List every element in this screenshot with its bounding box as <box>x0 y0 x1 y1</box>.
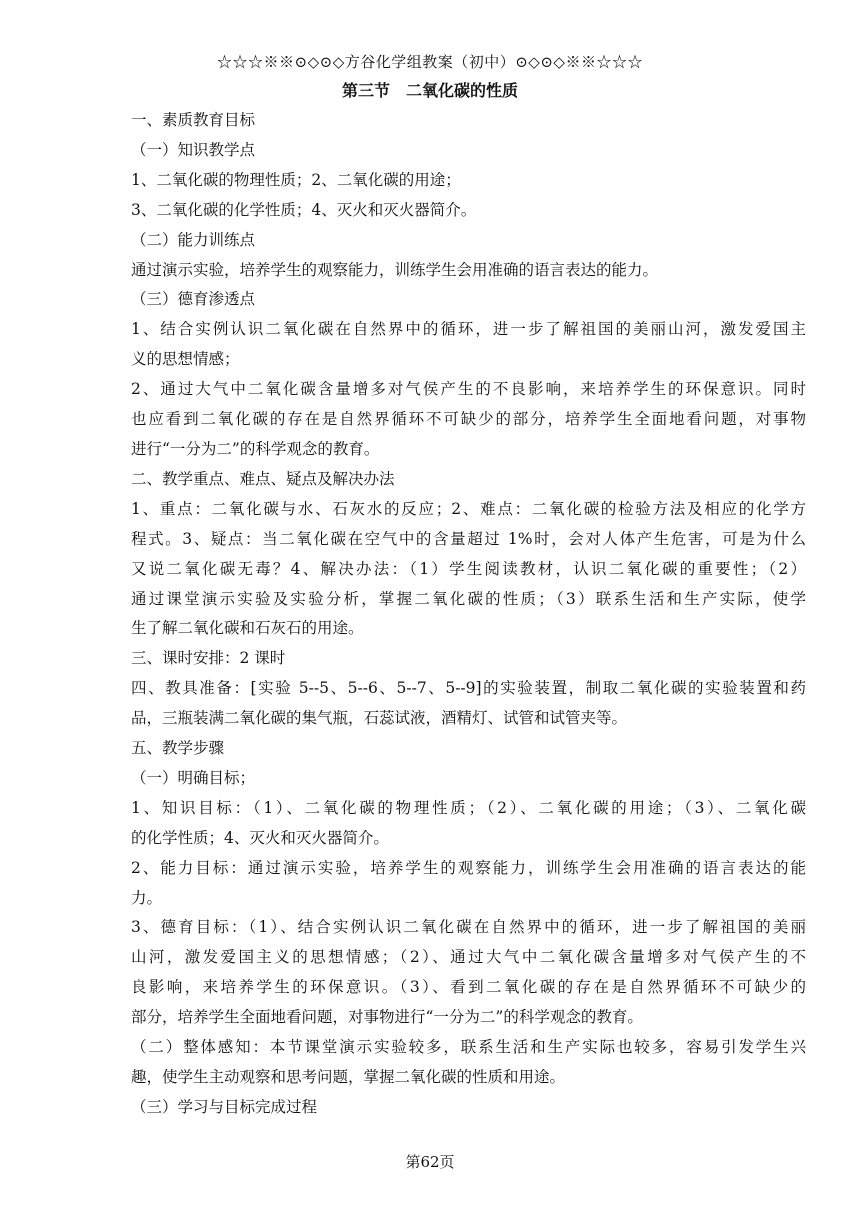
text-line: 又说二氧化碳无毒？4、解决办法：（1）学生阅读教材，认识二氧化碳的重要性；（2） <box>131 559 806 578</box>
text-line: 四、教具准备：[实验 5--5、5--6、5--7、5--9]的实验装置，制取二氧化碳的实验装置和药 <box>131 679 806 698</box>
text-line: 进行“一分为二”的科学观念的教育。 <box>131 439 380 458</box>
text-line: 生了解二氧化碳和石灰石的用途。 <box>131 619 364 638</box>
text-line: 三、课时安排：2 课时 <box>131 649 286 668</box>
section-title: 第三节 二氧化碳的性质 <box>341 81 518 100</box>
text-line: 义的思想情感； <box>131 350 240 369</box>
text-line: 2、能力目标：通过演示实验，培养学生的观察能力，训练学生会用准确的语言表达的能 <box>131 858 806 877</box>
text-line: （二）整体感知：本节课堂演示实验较多，联系生活和生产实际也较多，容易引发学生兴 <box>131 1038 806 1057</box>
text-line: 3、德育目标：（1）、结合实例认识二氧化碳在自然界中的循环，进一步了解祖国的美丽 <box>131 918 806 937</box>
text-line: （一）知识教学点 <box>131 140 256 159</box>
text-line: 五、教学步骤 <box>131 739 225 758</box>
text-line: 2、通过大气中二氧化碳含量增多对气侯产生的不良影响，来培养学生的环保意识。同时 <box>131 380 806 399</box>
text-line: 程式。3、疑点：当二氧化碳在空气中的含量超过 1%时，会对人体产生危害，可是为什么 <box>131 529 806 548</box>
text-line: （三）德育渗透点 <box>131 290 256 309</box>
text-line: 通过演示实验，培养学生的观察能力，训练学生会用准确的语言表达的能力。 <box>131 260 659 279</box>
text-line: （三）学习与目标完成过程 <box>131 1097 318 1116</box>
text-line: 部分，培养学生全面地看问题，对事物进行“一分为二”的科学观念的教育。 <box>131 1008 643 1027</box>
text-line: 1、知识目标：（1）、二氧化碳的物理性质；（2）、二氧化碳的用途；（3）、二氧化碳 <box>131 798 806 817</box>
text-line: 山河，激发爱国主义的思想情感；（2）、通过大气中二氧化碳含量增多对气侯产生的不 <box>131 948 806 967</box>
text-line: 的化学性质；4、灭火和灭火器简介。 <box>131 828 389 847</box>
text-line: 趣，使学生主动观察和思考问题，掌握二氧化碳的性质和用途。 <box>131 1068 566 1086</box>
text-line: 良影响，来培养学生的环保意识。（3）、看到二氧化碳的存在是自然界循环不可缺少的 <box>131 978 806 997</box>
page-number: 第62页 <box>405 1153 455 1171</box>
document-body <box>131 106 806 1123</box>
page-header: ☆☆☆※※⊙◇⊙◇方谷化学组教案（初中）⊙◇⊙◇※※☆☆☆ <box>217 53 643 71</box>
text-line: （二）能力训练点 <box>131 230 256 249</box>
text-line: 力。 <box>131 888 163 907</box>
text-line: 品，三瓶装满二氧化碳的集气瓶，石蕊试液，酒精灯、试管和试管夹等。 <box>131 709 628 728</box>
text-line: 1、重点：二氧化碳与水、石灰水的反应；2、难点：二氧化碳的检验方法及相应的化学方 <box>131 499 806 518</box>
text-line: 1、二氧化碳的物理性质；2、二氧化碳的用途； <box>131 170 461 189</box>
text-line: 3、二氧化碳的化学性质；4、灭火和灭火器简介。 <box>131 200 477 219</box>
text-line: 也应看到二氧化碳的存在是自然界循环不可缺少的部分，培养学生全面地看问题，对事物 <box>131 410 806 429</box>
text-line: （一）明确目标； <box>131 768 256 787</box>
text-line: 1、结合实例认识二氧化碳在自然界中的循环，进一步了解祖国的美丽山河，激发爱国主 <box>131 320 806 339</box>
text-line: 通过课堂演示实验及实验分析，掌握二氧化碳的性质；（3）联系生活和生产实际，使学 <box>131 589 806 608</box>
text-line: 二、教学重点、难点、疑点及解决办法 <box>131 469 395 488</box>
text-line: 一、素质教育目标 <box>131 111 256 129</box>
